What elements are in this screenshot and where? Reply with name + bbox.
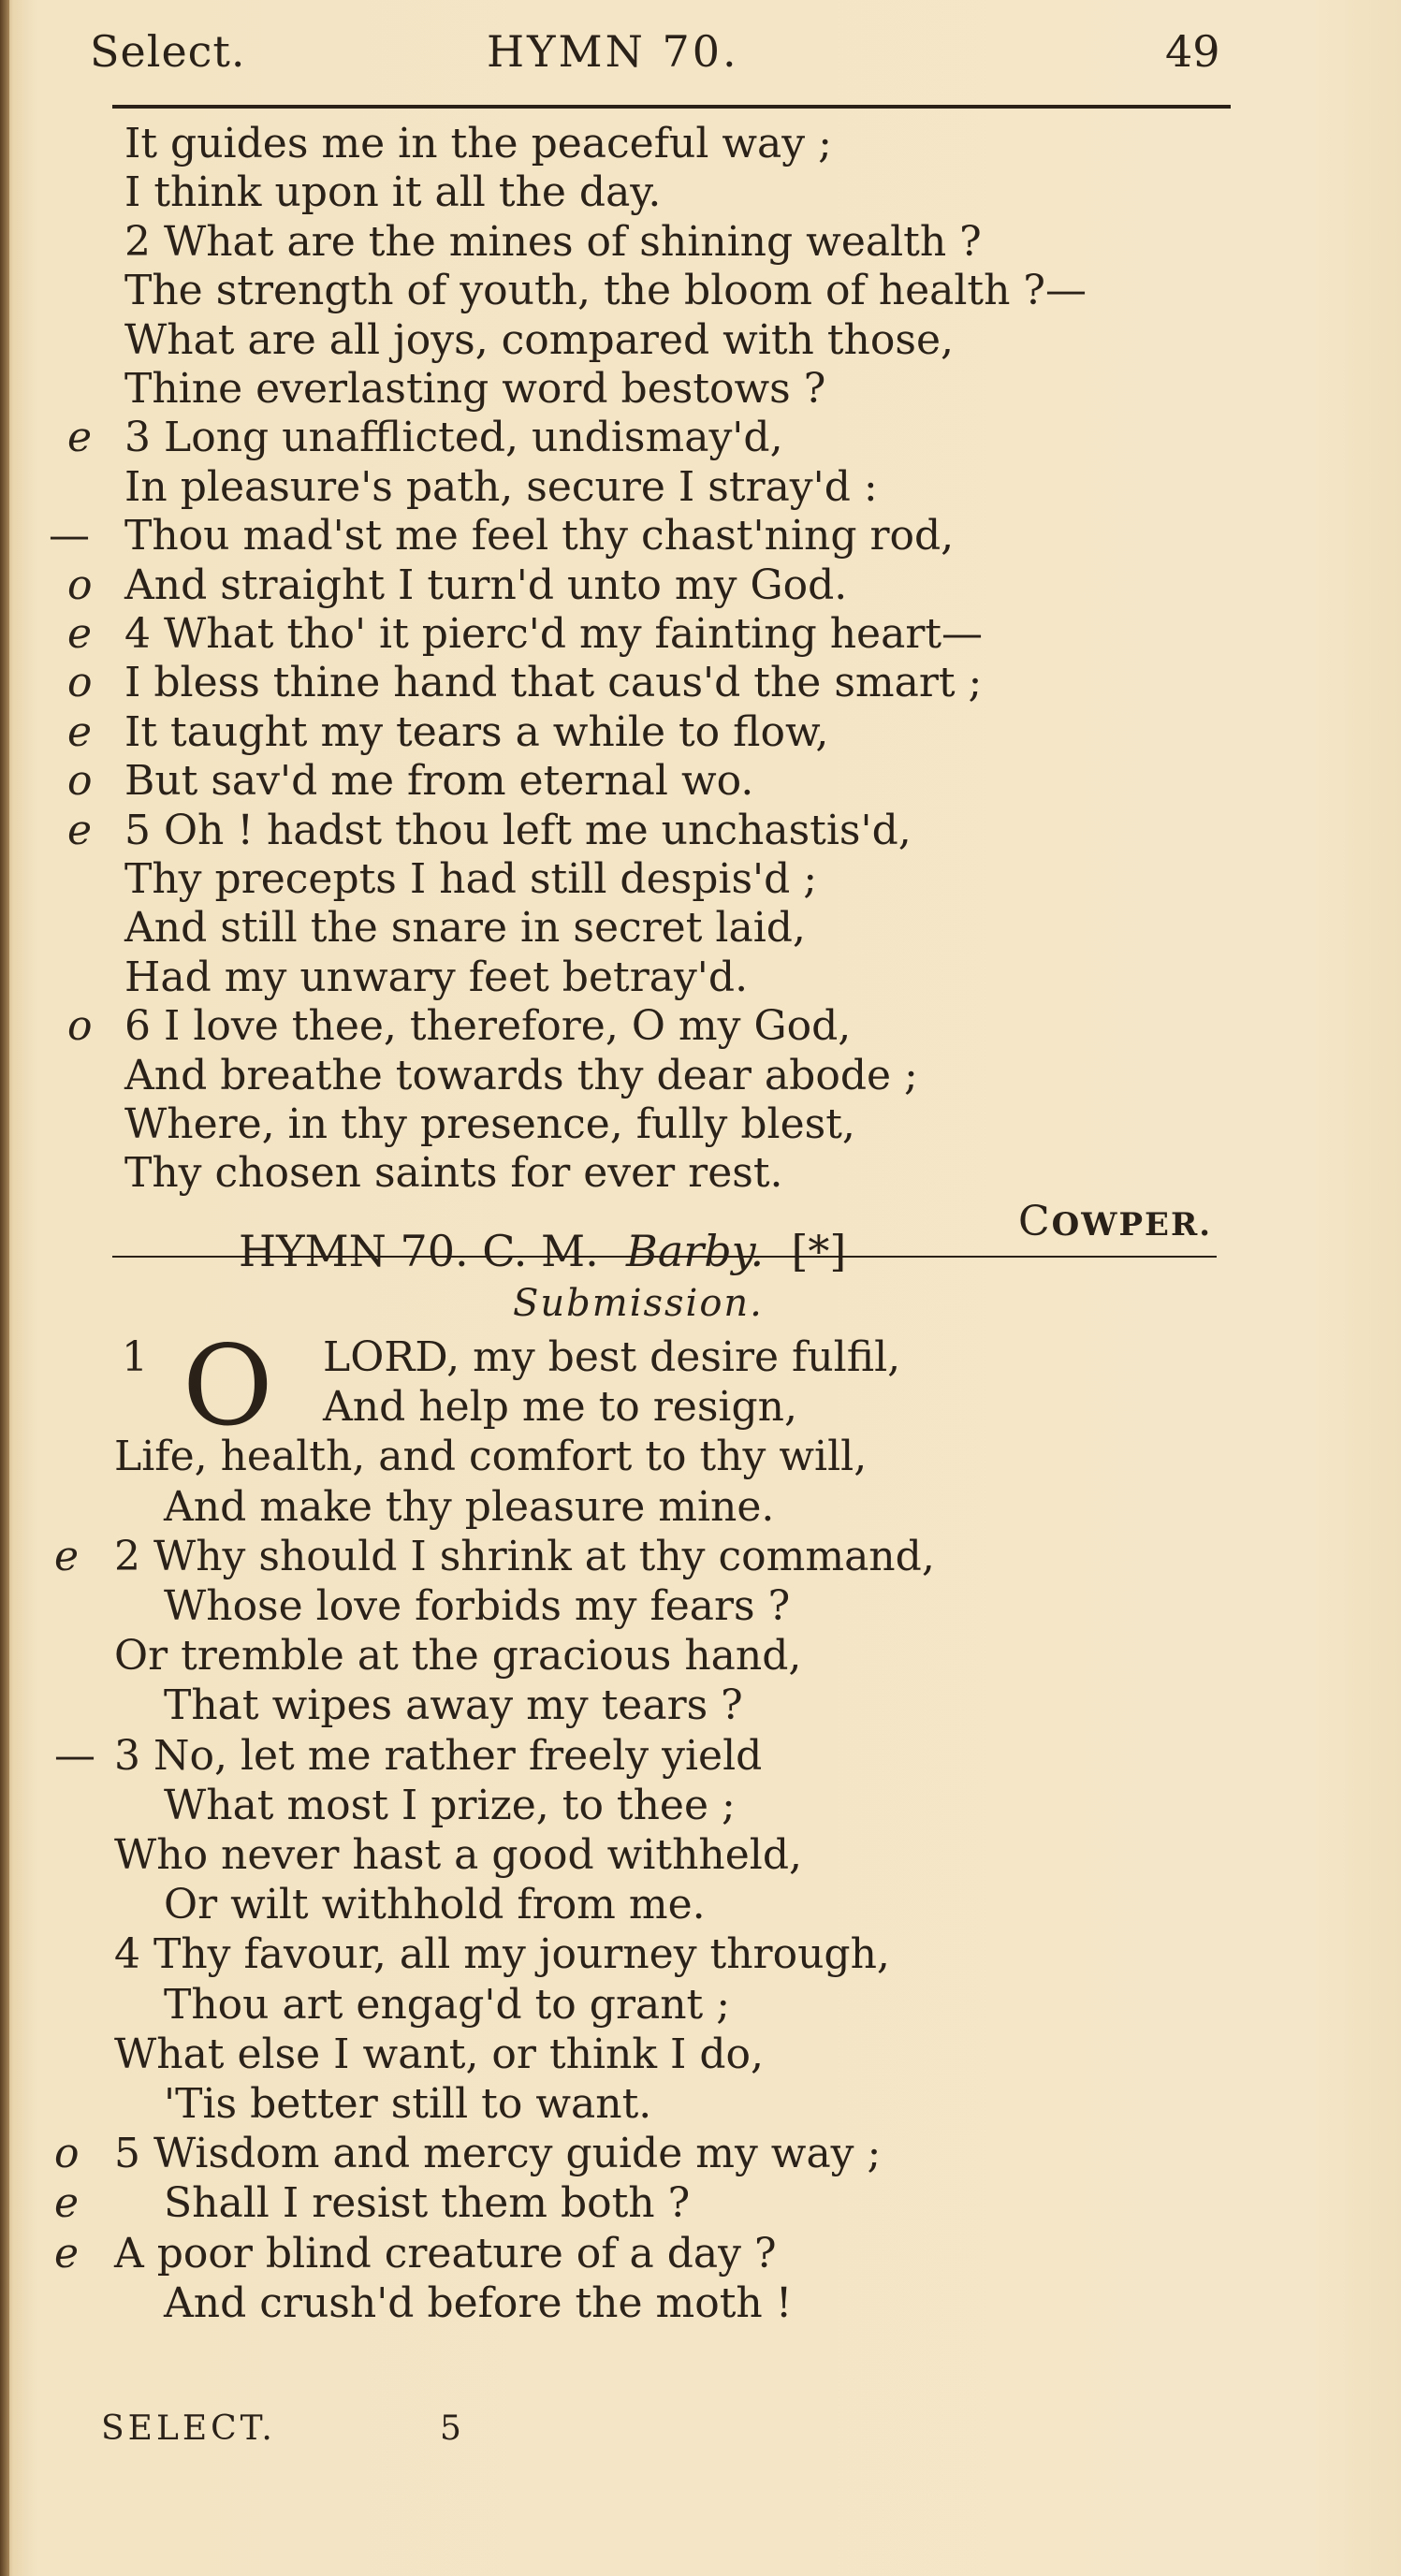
verse-line: In pleasure's path, secure I stray'd : (124, 462, 878, 511)
verse-line: 5 Wisdom and mercy guide my way ; (114, 2130, 882, 2178)
dynamic-mark: e (67, 707, 93, 756)
verse-line: What else I want, or think I do, (114, 2030, 765, 2078)
drop-cap: O (182, 1321, 273, 1450)
dynamic-mark: — (54, 1731, 95, 1780)
verse-line: 2 What are the mines of shining wealth ? (124, 217, 982, 266)
verse-line: But sav'd me from eternal wo. (124, 757, 754, 806)
hymn-subtitle: Submission. (513, 1282, 764, 1325)
book-spine-edge (0, 0, 9, 2576)
dynamic-mark: o (67, 757, 93, 806)
verse-line: 3 Long unafflicted, undismay'd, (124, 414, 783, 462)
header-hymn-number: HYMN 70. (487, 26, 739, 77)
tune-name: Barby. (626, 1226, 765, 1276)
dynamic-mark: o (67, 560, 93, 609)
verse-line: What are all joys, compared with those, (124, 315, 954, 364)
verse-line: Or tremble at the gracious hand, (114, 1632, 802, 1681)
footer-signature: SELECT. (101, 2409, 276, 2448)
verse-line: Life, health, and comfort to thy will, (114, 1433, 868, 1481)
footer-number: 5 (440, 2409, 465, 2448)
author-initial: C (1018, 1198, 1052, 1245)
hymn-title (239, 1226, 846, 1276)
verse-line: 2 Why should I shrink at thy command, (114, 1532, 935, 1580)
verse-line: And breathe towards thy dear abode ; (124, 1051, 918, 1099)
verse-line: 3 No, let me rather freely yield (114, 1731, 763, 1780)
verse-line: Thy chosen saints for ever rest. (124, 1149, 783, 1198)
verse-line: Whose love forbids my fears ? (164, 1582, 791, 1630)
verse-line: Thy precepts I had still despis'd ; (124, 855, 818, 903)
hymn-title-prefix: HYMN 70. C. M. (239, 1226, 599, 1276)
hymn-title-suffix: [*] (791, 1226, 847, 1276)
header-rule (112, 105, 1231, 109)
verse-line: And straight I turn'd unto my God. (124, 560, 848, 609)
dynamic-mark: e (54, 2179, 80, 2228)
verse-line: It taught my tears a while to flow, (124, 707, 829, 756)
author-rest: OWPER. (1051, 1206, 1213, 1244)
verse-line: And still the snare in secret laid, (124, 904, 806, 953)
verse-line: LORD, my best desire fulfil, (323, 1333, 901, 1381)
verse-line: Had my unwary feet betray'd. (124, 953, 749, 1001)
verse-line: I bless thine hand that caus'd the smart ; (124, 659, 983, 707)
verse-line: Where, in thy presence, fully blest, (124, 1100, 855, 1148)
author-attribution (1018, 1198, 1212, 1249)
verse-line: And crush'd before the moth ! (164, 2278, 793, 2327)
verse-line: Shall I resist them both ? (164, 2179, 691, 2228)
dynamic-mark: e (67, 414, 93, 462)
verse-line: It guides me in the peaceful way ; (124, 120, 832, 167)
running-header (0, 26, 1401, 82)
verse-line: 5 Oh ! hadst thou left me unchastis'd, (124, 806, 912, 854)
dynamic-mark: o (67, 1002, 93, 1051)
verse-line: The strength of youth, the bloom of health ?— (124, 267, 1087, 315)
verse-line: Thou art engag'd to grant ; (164, 1980, 731, 2029)
verse-line: 4 What tho' it pierc'd my fainting heart— (124, 610, 984, 658)
verse-line: Thine everlasting word bestows ? (124, 365, 826, 413)
page-number: 49 (1165, 26, 1220, 77)
verse-line: And make thy pleasure mine. (164, 1482, 775, 1531)
dynamic-mark: e (67, 806, 93, 854)
dynamic-mark: e (54, 1532, 80, 1580)
verse-line: 6 I love thee, therefore, O my God, (124, 1002, 852, 1051)
verse-line: 'Tis better still to want. (164, 2080, 652, 2128)
verse-line: Who never hast a good withheld, (114, 1831, 803, 1879)
dynamic-mark: o (54, 2130, 80, 2178)
verse-line: What most I prize, to thee ; (164, 1781, 736, 1829)
verse-line: Or wilt withhold from me. (164, 1881, 706, 1929)
dynamic-mark: e (54, 2229, 80, 2278)
verse-line: Thou mad'st me feel thy chast'ning rod, (124, 512, 955, 560)
verse-line: A poor blind creature of a day ? (114, 2229, 777, 2278)
verse-line: I think upon it all the day. (124, 168, 662, 217)
dynamic-mark: e (67, 610, 93, 658)
verse-line: 4 Thy favour, all my journey through, (114, 1930, 890, 1979)
verse-line: That wipes away my tears ? (164, 1681, 743, 1730)
dynamic-mark: — (49, 512, 90, 560)
header-section: Select. (90, 26, 246, 77)
dynamic-mark: o (67, 659, 93, 707)
verse-number-one: 1 (122, 1333, 148, 1381)
verse-line: And help me to resign, (323, 1383, 797, 1432)
